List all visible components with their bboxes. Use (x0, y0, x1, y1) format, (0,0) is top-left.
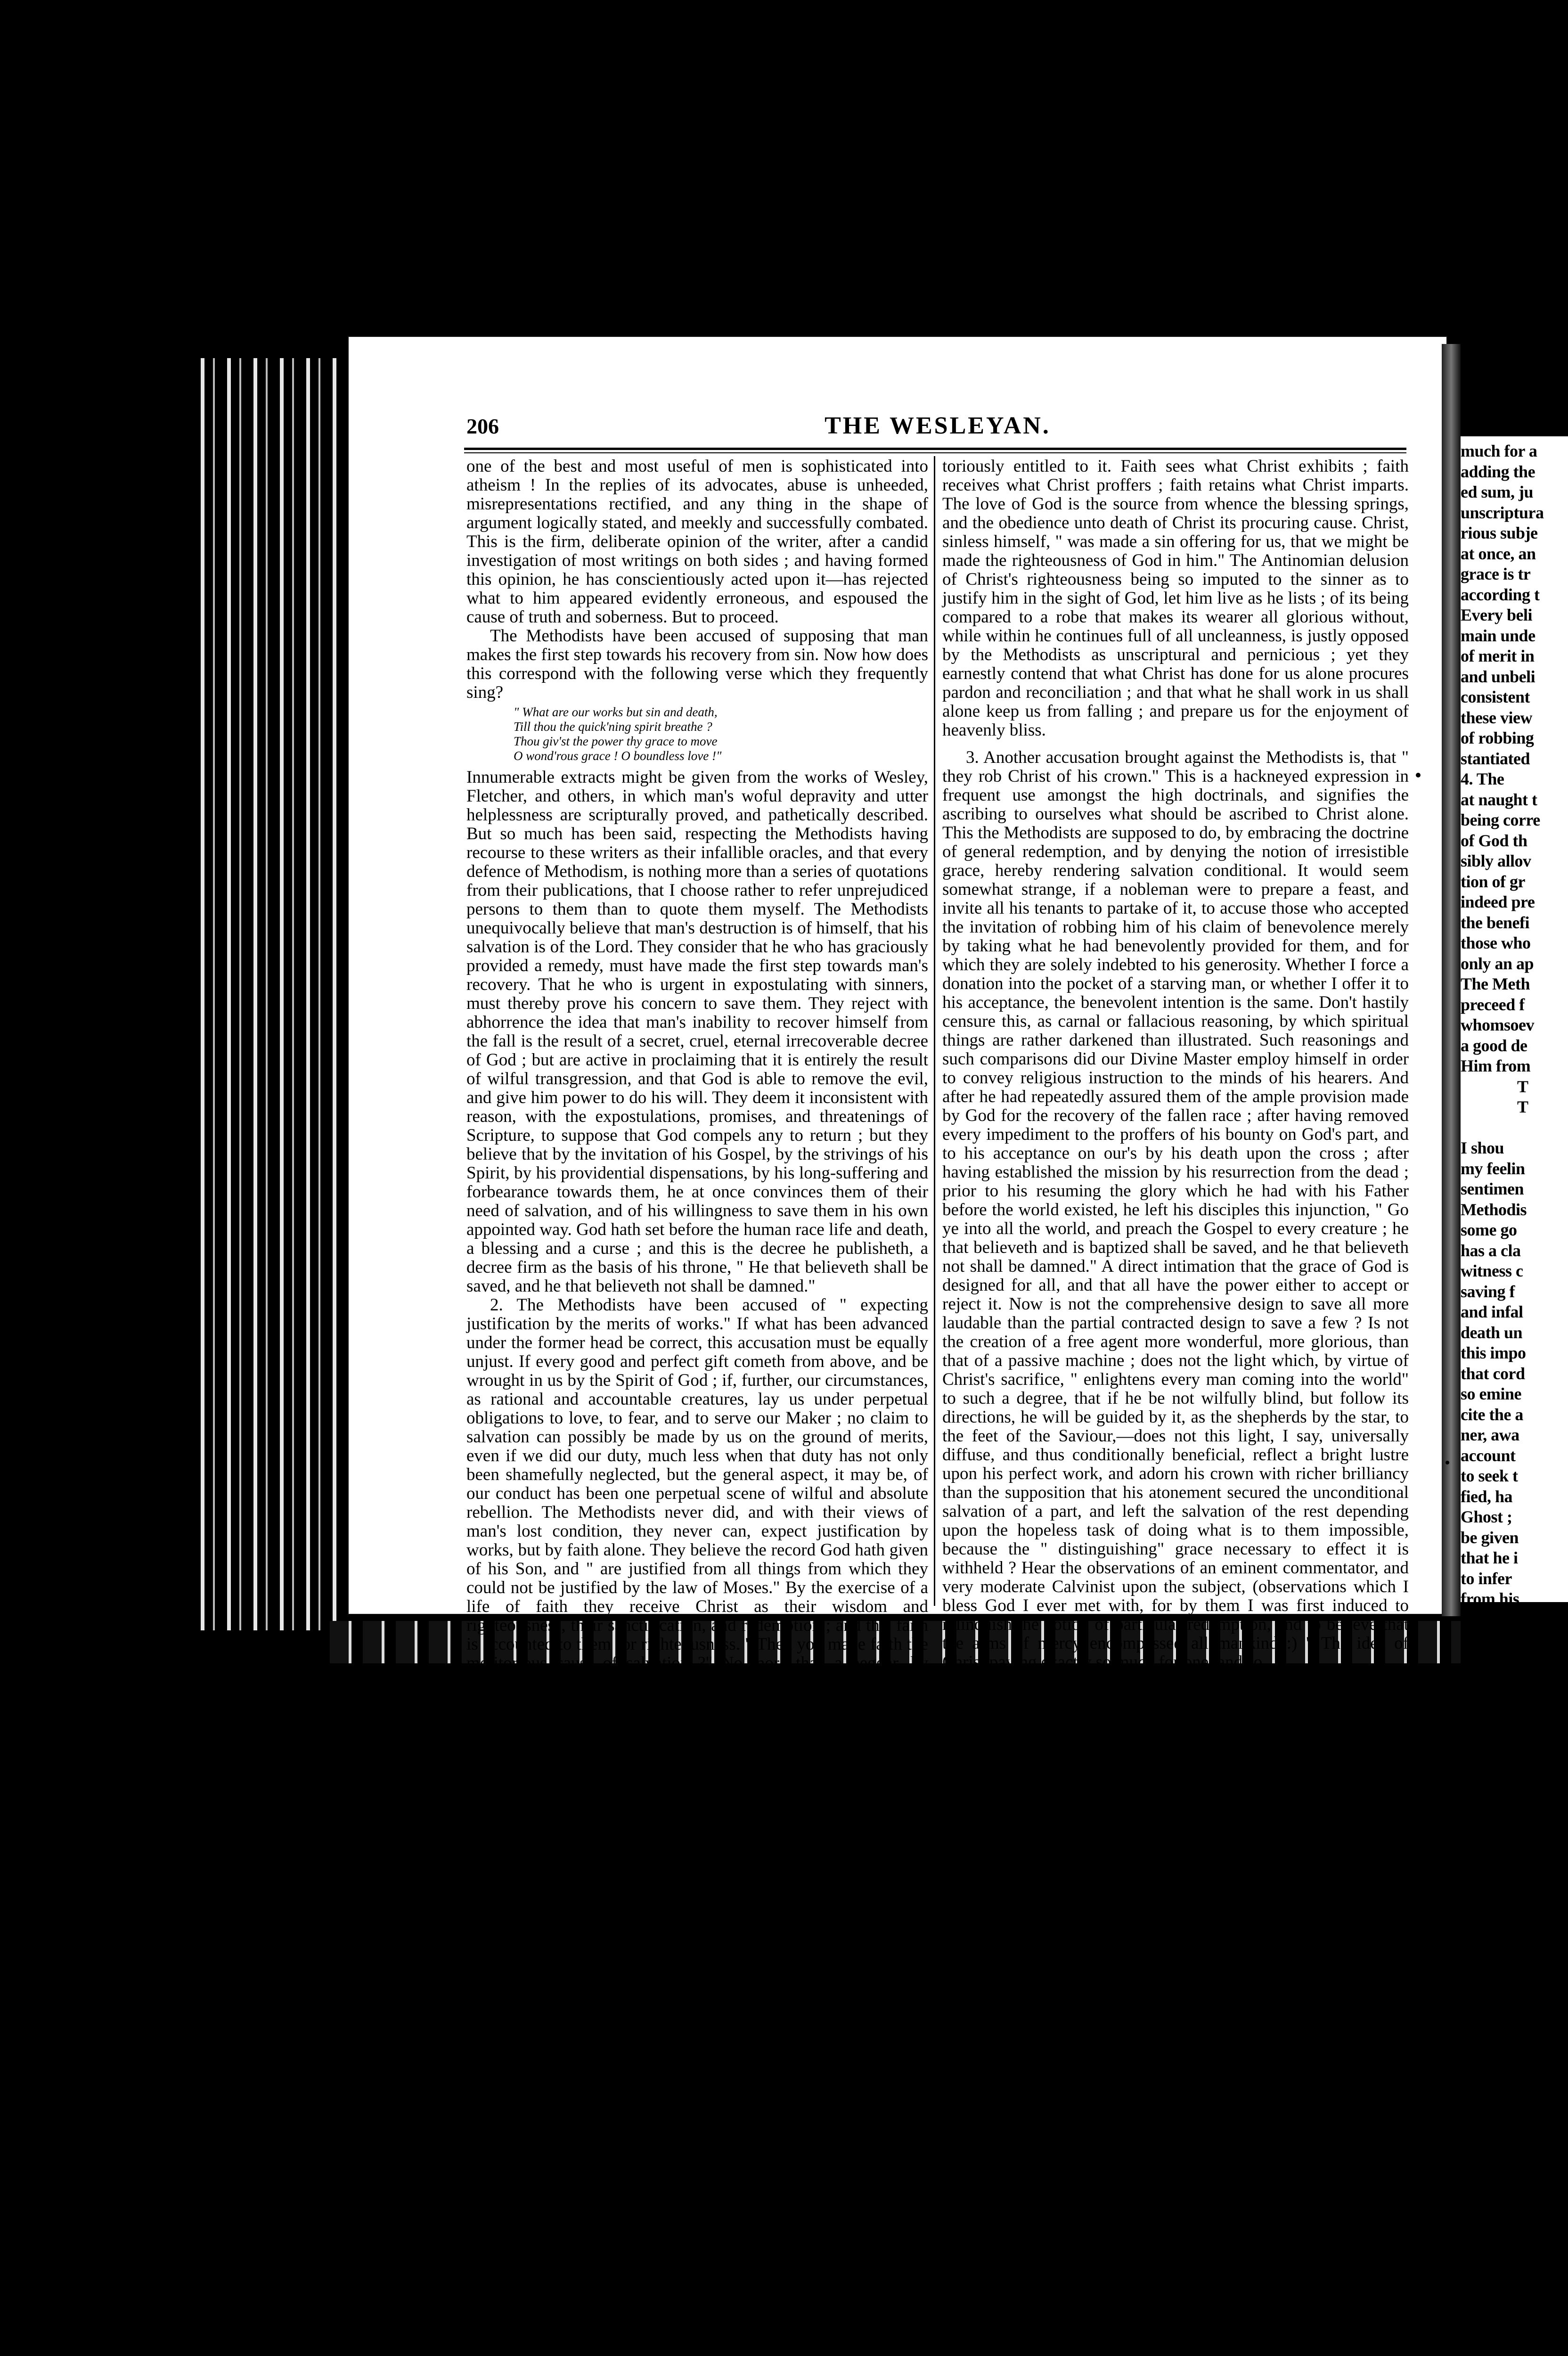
facing-page-line: Christ (1461, 1979, 1505, 1998)
facing-page-line: and unbeli (1461, 667, 1535, 686)
scan-speck (1416, 773, 1421, 777)
book-block-left-edges (188, 358, 344, 1630)
facing-page-line: ner, awa (1461, 1425, 1519, 1444)
paragraph: one of the best and most useful of men is sophisticated into atheism ! In the replies of its advocates, abuse is unheeded, misrepresentations rectified, and any thing in the shape of argument logically stated, and meekly and successfully combated. This is the firm, deliberate opinion of the writer, after a candid investigation of most writings on both sides ; and having formed this opinion, he has conscientiously acted upon it—has rejected what to him appeared evidently erroneous, and espoused the cause of truth and soberness. But to proceed. (466, 457, 928, 627)
paragraph: The Methodists have been accused of supposing that man makes the first step towards his recovery from sin. Now how does this correspond with the following verse which they frequently sing? (466, 626, 928, 702)
facing-page-line: much for a (1461, 442, 1537, 460)
facing-page-line: sentimen (1461, 1179, 1524, 1198)
right-column (942, 457, 1409, 1672)
facing-page-line: will ren (1461, 1938, 1514, 1957)
facing-page-line: to seek t (1461, 1466, 1518, 1485)
facing-page-line: some go (1461, 1220, 1517, 1239)
facing-page-line: Him from (1461, 1056, 1531, 1075)
facing-page-line: main unde (1461, 626, 1535, 645)
facing-page-line: this impo (1461, 1343, 1526, 1362)
paragraph: 3. Another accusation brought against the Methodists is, that " they rob Christ of his crown." This is a hackneyed expression in frequent use amongst the high doctrinals, and signifies the ascribing to ourselves what should be ascribed to Christ alone. This the Methodists are supposed to do, by embracing the doctrine of general redemption, and by denying the notion of irresistible grace, hereby rendering salvation conditional. It would seem somewhat strange, if a nobleman were to prepare a feast, and invite all his tenants to partake of it, to accuse those who accepted the invitation of robbing him of his claim of benevolence merely by taking what he had benevolently provided for them, and for which they are solely indebted to his generosity. Whether I force a donation into the pocket of a starving man, or whether I offer it to his acceptance, the benevolent intention is the same. Don't hastily censure this, as carnal or fallacious reasoning, by which spiritual things are rather darkened than illustrated. Such reasonings and such comparisons did our Divine Master employ himself in order to convey religious instruction to the minds of his hearers. And after he had repeatedly assured them of the ample provision made by God for the recovery of the fallen race ; after having removed every impediment to the proffers of his bounty on God's part, and to his acceptance on our's by his death upon the cross ; after having established the mission by his resurrection from the dead ; prior to his resuming the glory which he had with his Father before the world existed, he left his disciples this injunction, " Go ye into all the world, and preach the Gospel to every creature ; he that believeth and is baptized shall be saved, and he that believeth not shall be damned." A direct intimation that the grace of God is designed for all, and that all have the power either to accept or reject it. Now is not the comprehensive design to save all more laudable than the partial contracted design to save a few ? Is not the creation of a free agent more wonderful, more glorious, than that of a passive machine ; does not the light which, by virtue of Christ's sacrifice, " enlightens every man coming into the world" to such a degree, that if he be not wilfully blind, but follow its directions, he will be guided by it, as the shepherds by the star, to the feet of the Saviour,—does not this light, I say, universally diffuse, and thus conditionally beneficial, reflect a bright lustre upon his perfect work, and adorn his crown with richer brilliancy than the supposition that his atonement secured the unconditional salvation of a part, and left the salvation of the rest depending upon the hopeless task of doing what is to them impossible, because the " distinguishing" grace necessary to effect it is withheld ? Hear the observations of an eminent commentator, and very moderate Calvinist upon the subject, (observations which I bless God I ever met with, for by them I was first induced to relinquish the notion of particular redemption, and to believe that the arms of mercy encompassed all mankind :) " The idea of Christ paying exactly so much for one, and so (942, 748, 1409, 1672)
facing-page-line: being corre (1461, 810, 1540, 829)
facing-page-line: sensible (1461, 1651, 1516, 1670)
facing-page-line: a good de (1461, 1036, 1527, 1055)
facing-page-line: account (1461, 1446, 1516, 1465)
facing-page-line: those who (1461, 933, 1531, 952)
facing-page-line: these view (1461, 708, 1532, 727)
verse-line: " What are our works but sin and death, (514, 705, 718, 719)
facing-page-line: 4. The (1461, 769, 1504, 788)
facing-page-line: grace is tr (1461, 564, 1531, 583)
facing-page-line: one inst (1461, 1835, 1515, 1854)
facing-page-line: Ghost ; (1461, 1507, 1512, 1526)
facing-page-line: that cord (1461, 1364, 1525, 1383)
facing-page-line: the Gosp (1461, 1610, 1524, 1629)
facing-page-line: indeed pre (1461, 892, 1535, 911)
facing-page-line: unscriptura (1461, 503, 1544, 522)
facing-page-line: doctrine (1461, 1876, 1519, 1895)
facing-page-line: I shou (1461, 1138, 1504, 1157)
verse-line: O wond'rous grace ! O boundless love !" (514, 749, 722, 763)
facing-page-rule (1461, 434, 1568, 436)
facing-page-line: him. M (1461, 1692, 1512, 1711)
page-gutter (1442, 344, 1461, 1616)
facing-page-line: whomsoev (1461, 1015, 1534, 1034)
page-number: 206 (466, 414, 499, 438)
paragraph: 2. The Methodists have been accused of " expecting justification by the merits of works." If what has been advanced under the former head be correct, this accusation must be equally unjust. If every good and perfect gift cometh from above, and be wrought in us by the Spirit of God ; if, further, our circumstances, as rational and accountable creatures, lay us under perpetual obligations to love, to fear, and to serve our Maker ; no claim to salvation can possibly be made by us on the ground of merits, even if we did our duty, much less when that duty has not only been shamefully neglected, but the general aspect, it may be, of our conduct has been one perpetual scene of wilful and absolute rebellion. The Methodists never did, and with their views of man's lost condition, they never can, expect justification by works, but by faith alone. They believe the record God hath given of his Son, and " are justified from all things from which they could not be justified by the law of Moses." By the exercise of a life of faith they receive Christ as their wisdom and righteousness, their sanctification, and redemption ; and this faith is accounted to them for righteousness. " Then you make faith the meritorious cause of salvation ?" No more than a beggar, by stretching forth his hand to receive your bounty, becomes meri- (466, 1295, 928, 1692)
paragraph: toriously entitled to it. Faith sees what Christ exhibits ; faith receives what Christ proffers ; faith retains what Christ imparts. The love of God is the source from whence the blessing springs, and the obedience unto death of Christ its procuring cause. Christ, sinless himself, " was made a sin offering for us, that we might be made the righteousness of God in him." The Antinomian delusion of Christ's righteousness being so imputed to the sinner as to justify him in the sight of God, let him live as he lists ; of its being compared to a robe that makes its wearer all glorious without, while within he continues full of all uncleanness, is justly opposed by the Methodists as unscriptural and pernicious ; yet they earnestly contend that what Christ has done for us alone procures pardon and reconciliation ; and that what he shall work in us shall alone keep us from falling ; and prepare us for the enjoyment of heavenly bliss. (942, 457, 1409, 740)
facing-page-line: that he i (1461, 1548, 1518, 1567)
header-rule-thin (464, 452, 1406, 453)
facing-page-line: glory be (1461, 1671, 1518, 1690)
facing-page-line: my feelin (1461, 1159, 1525, 1178)
header-rule (464, 448, 1406, 450)
page-header (466, 414, 1409, 442)
paragraph: Innumerable extracts might be given from the works of Wesley, Fletcher, and others, in which man's woful depravity and utter helplessness are scripturally proved, and pathetically described. But so much has been said, respecting the Methodists having recourse to these writers as their infallible oracles, and that every defence of Methodism, is nothing more than a series of quotations from their publications, that I choose rather to refer unprejudiced persons to them than to quote them myself. The Methodists unequivocally believe that man's destruction is of himself, that his salvation is of the Lord. They consider that he who has graciously provided a remedy, must have made the first step towards man's recovery. That he who is urgent in expostulating with sinners, must thereby prove his concern to save them. They reject with abhorrence the idea that man's inability to recover himself from the fall is the result of a secret, cruel, eternal irrecoverable decree of God ; but are active in proclaiming that it is entirely the result of wilful transgression, and that God is able to remove the evil, and give him power to do his will. They deem it inconsistent with reason, with the expostulations, promises, and threatenings of Scripture, to suppose that God compels any to return ; but they believe that by the invitation of his Gospel, by the strivings of his Spirit, by his providential dispensations, by his long-suffering and forbearance towards them, he at once convinces them of their need of salvation, and of his willingness to save them in his own appointed way. God hath set before the human race life and death, a blessing and a curse ; and this is the decree he publisheth, a decree firm as the basis of his throne, " He that believeth shall be saved, and he that believeth not shall be damned." (466, 768, 928, 1296)
facing-page-line: has a cla (1461, 1241, 1521, 1260)
facing-page-fragment (1461, 434, 1568, 2059)
facing-page-line: Methodis (1461, 1200, 1527, 1219)
facing-page-line: tion of gr (1461, 872, 1525, 891)
facing-page-line: and infal (1461, 1302, 1523, 1321)
facing-page-line: death un (1461, 1323, 1523, 1342)
facing-page-line: witness c (1461, 1261, 1523, 1280)
facing-page-line: and bey (1461, 1999, 1516, 2018)
facing-page-line: posing t (1461, 1753, 1516, 1772)
facing-page-line: be given (1461, 1528, 1519, 1547)
facing-page-line: preceed f (1461, 995, 1525, 1014)
running-title: THE WESLEYAN. (825, 412, 1051, 439)
column-divider (934, 456, 935, 1606)
facing-page-line: only an ap (1461, 954, 1534, 973)
facing-page-line: adding the (1461, 462, 1535, 481)
facing-page-line: sibly allov (1461, 851, 1531, 870)
facing-page-line: saving f (1461, 1282, 1515, 1301)
facing-page-line: rious subje (1461, 524, 1538, 542)
facing-page-line: that suc (1461, 1917, 1516, 1936)
facing-page-line: 5. Th (1461, 1794, 1497, 1813)
facing-page-line: consistent (1461, 687, 1530, 706)
facing-page-line: is not t (1461, 2020, 1508, 2039)
facing-page-line: perfect (1461, 2040, 1510, 2059)
facing-page-line: of God th (1461, 831, 1527, 850)
facing-page-line: nesses o (1461, 1733, 1516, 1752)
hymn-verse (466, 705, 928, 763)
facing-page-line: fied, ha (1461, 1487, 1513, 1506)
facing-page-line: so emine (1461, 1384, 1521, 1403)
facing-page-line: life the (1461, 1815, 1508, 1834)
verse-line: Till thou the quick'ning spirit breathe ? (514, 720, 712, 734)
facing-page-line: cite the a (1461, 1405, 1523, 1424)
left-column (466, 457, 928, 1692)
facing-page-line: perfecti (1461, 1958, 1514, 1977)
facing-page-line: of the e (1461, 1630, 1511, 1649)
facing-page-lines (1461, 441, 1568, 2061)
facing-page-line: the benefi (1461, 913, 1529, 932)
facing-page-line: effects i (1461, 1712, 1514, 1731)
verse-line: Thou giv'st the power thy grace to move (514, 734, 718, 748)
facing-page-line: of merit in (1461, 646, 1535, 665)
facing-page-line: Every beli (1461, 605, 1532, 624)
facing-page-line: stantiated (1461, 749, 1530, 768)
facing-page-line: from his (1461, 1589, 1519, 1608)
facing-page-line: at once, an (1461, 544, 1536, 563)
facing-page-line: according t (1461, 585, 1540, 604)
facing-page-line: without (1461, 1774, 1515, 1793)
facing-page-line (1461, 1118, 1568, 1138)
facing-page-line: derstood (1461, 1856, 1522, 1875)
facing-page-line: suppose (1461, 1897, 1517, 1916)
facing-page-line: ed sum, ju (1461, 483, 1534, 501)
facing-page-line: T (1517, 1097, 1528, 1116)
scan-speck (1446, 1461, 1449, 1464)
facing-page-line: to infer (1461, 1569, 1512, 1588)
facing-page-line: The Meth (1461, 974, 1530, 993)
facing-page-line: at naught t (1461, 790, 1537, 809)
facing-page-line: T (1517, 1077, 1528, 1096)
facing-page-line: of robbing (1461, 728, 1534, 747)
